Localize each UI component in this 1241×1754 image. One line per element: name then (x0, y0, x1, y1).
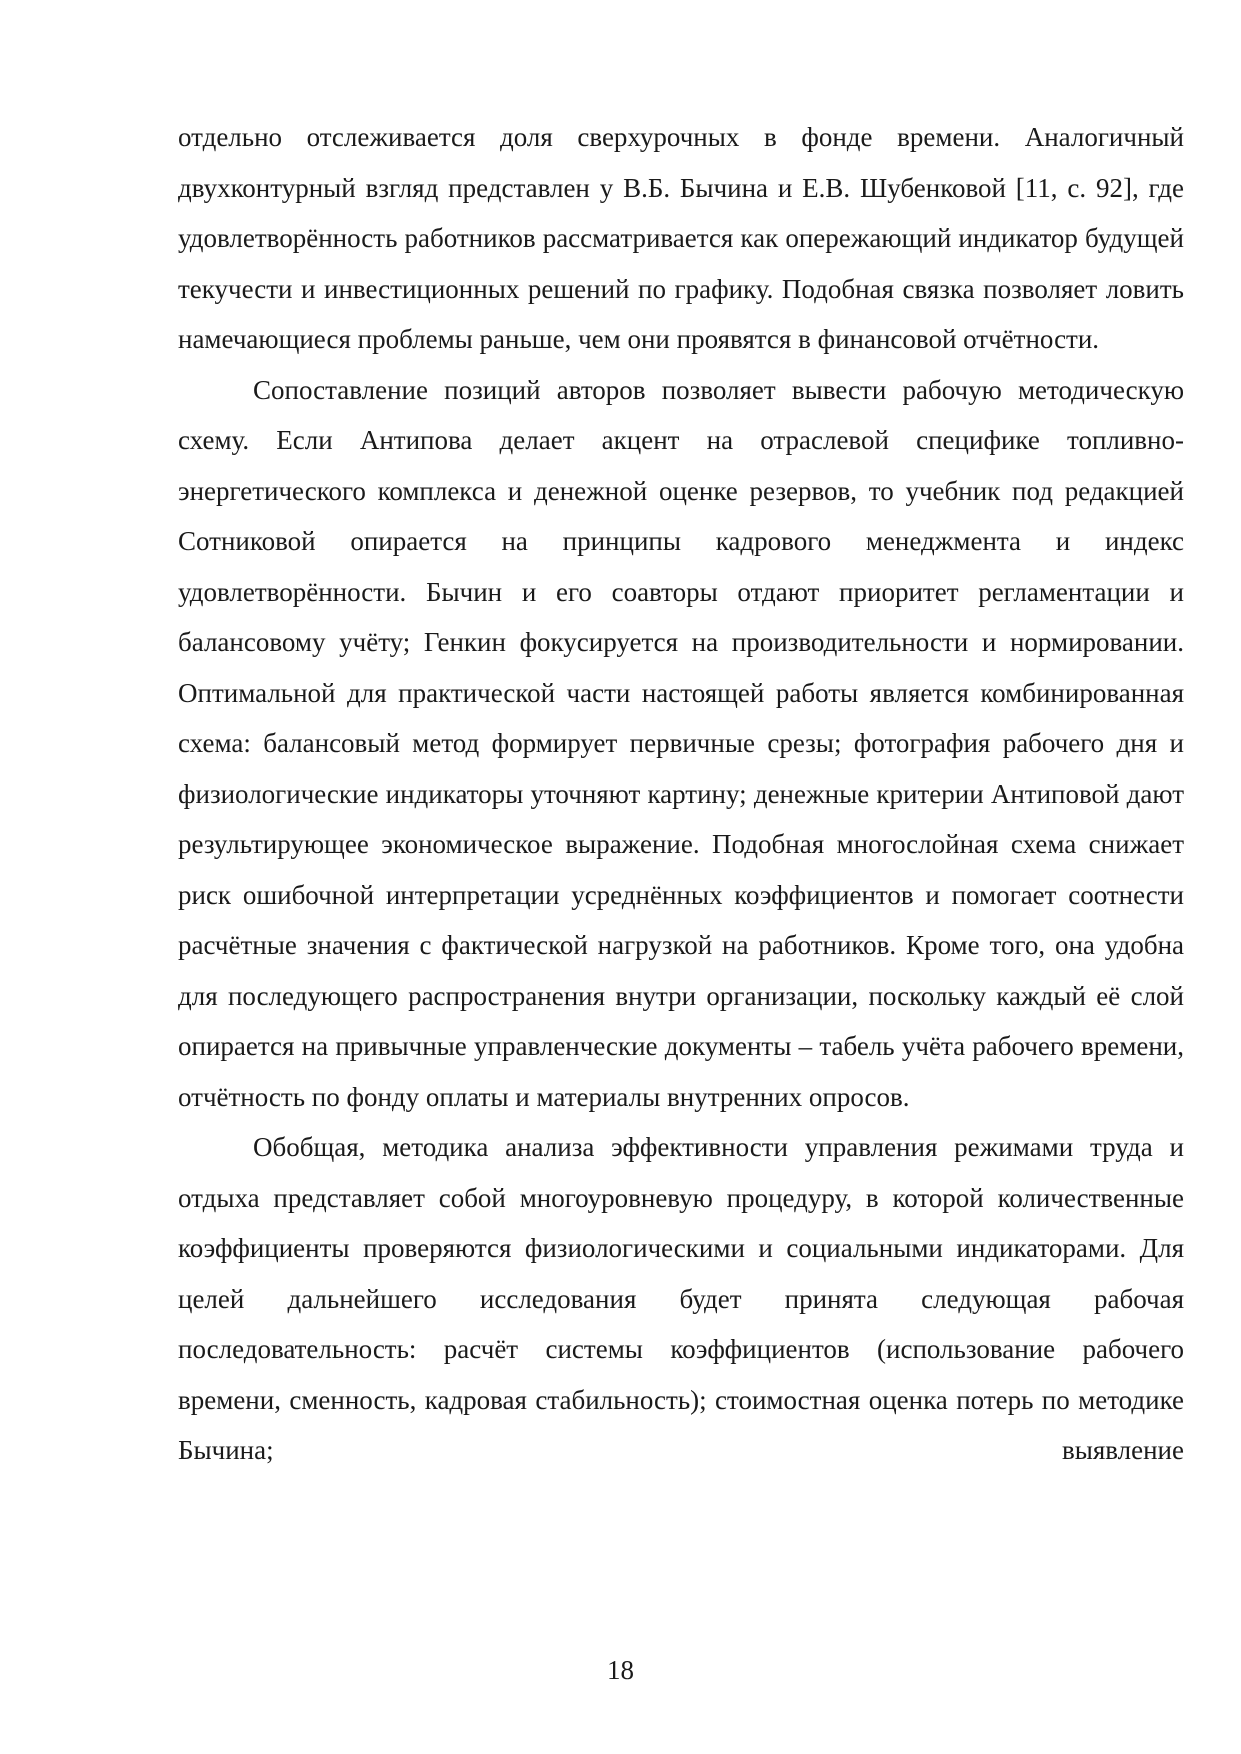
paragraph-methodology-comparison: Сопоставление позиций авторов позволяет вывести рабочую методическую схему. Если Антипова делает акцент на отраслевой специфике топливно-энергетического комплекса и денежной оценке резервов, то учебник под редакцией Сотниковой опирается на принципы кадрового менеджмента и индекс удовлетворённости. Бычин и его соавторы отдают приоритет регламентации и балансовому учёту; Генкин фокусируется на производительности и нормировании. Оптимальной для практической части настоящей работы является комбинированная схема: балансовый метод формирует первичные срезы; фотография рабочего дня и физиологические индикаторы уточняют картину; денежные критерии Антиповой дают результирующее экономическое выражение. Подобная многослойная схема снижает риск ошибочной интерпретации усреднённых коэффициентов и помогает соотнести расчётные значения с фактической нагрузкой на работников. Кроме того, она удобна для последующего распространения внутри организации, поскольку каждый её слой опирается на привычные управленческие документы – табель учёта рабочего времени, отчётность по фонду оплаты и материалы внутренних опросов. (178, 374, 1184, 1112)
page-number: 18 (607, 1655, 634, 1685)
paragraph-summary: Обобщая, методика анализа эффективности управления режимами труда и отдыха представляет собой многоуровневую процедуру, в которой количественные коэффициенты проверяются физиологическими и социальными индикаторами. Для целей дальнейшего исследования будет принята следующая рабочая последовательность: расчёт системы коэффициентов (использование рабочего времени, сменность, кадровая стабильность); стоимостная оценка потерь по методике Бычина; выявление (178, 1132, 1184, 1465)
paragraph-continuation: отдельно отслеживается доля сверхурочных в фонде времени. Аналогичный двухконтурный взгляд представлен у В.Б. Бычина и Е.В. Шубенковой [11, с. 92], где удовлетворённость работников рассматривается как опережающий индикатор будущей текучести и инвестиционных решений по графику. Подобная связка позволяет ловить намечающиеся проблемы раньше, чем они проявятся в финансовой отчётности. (178, 122, 1184, 354)
document-body (178, 112, 1184, 1476)
